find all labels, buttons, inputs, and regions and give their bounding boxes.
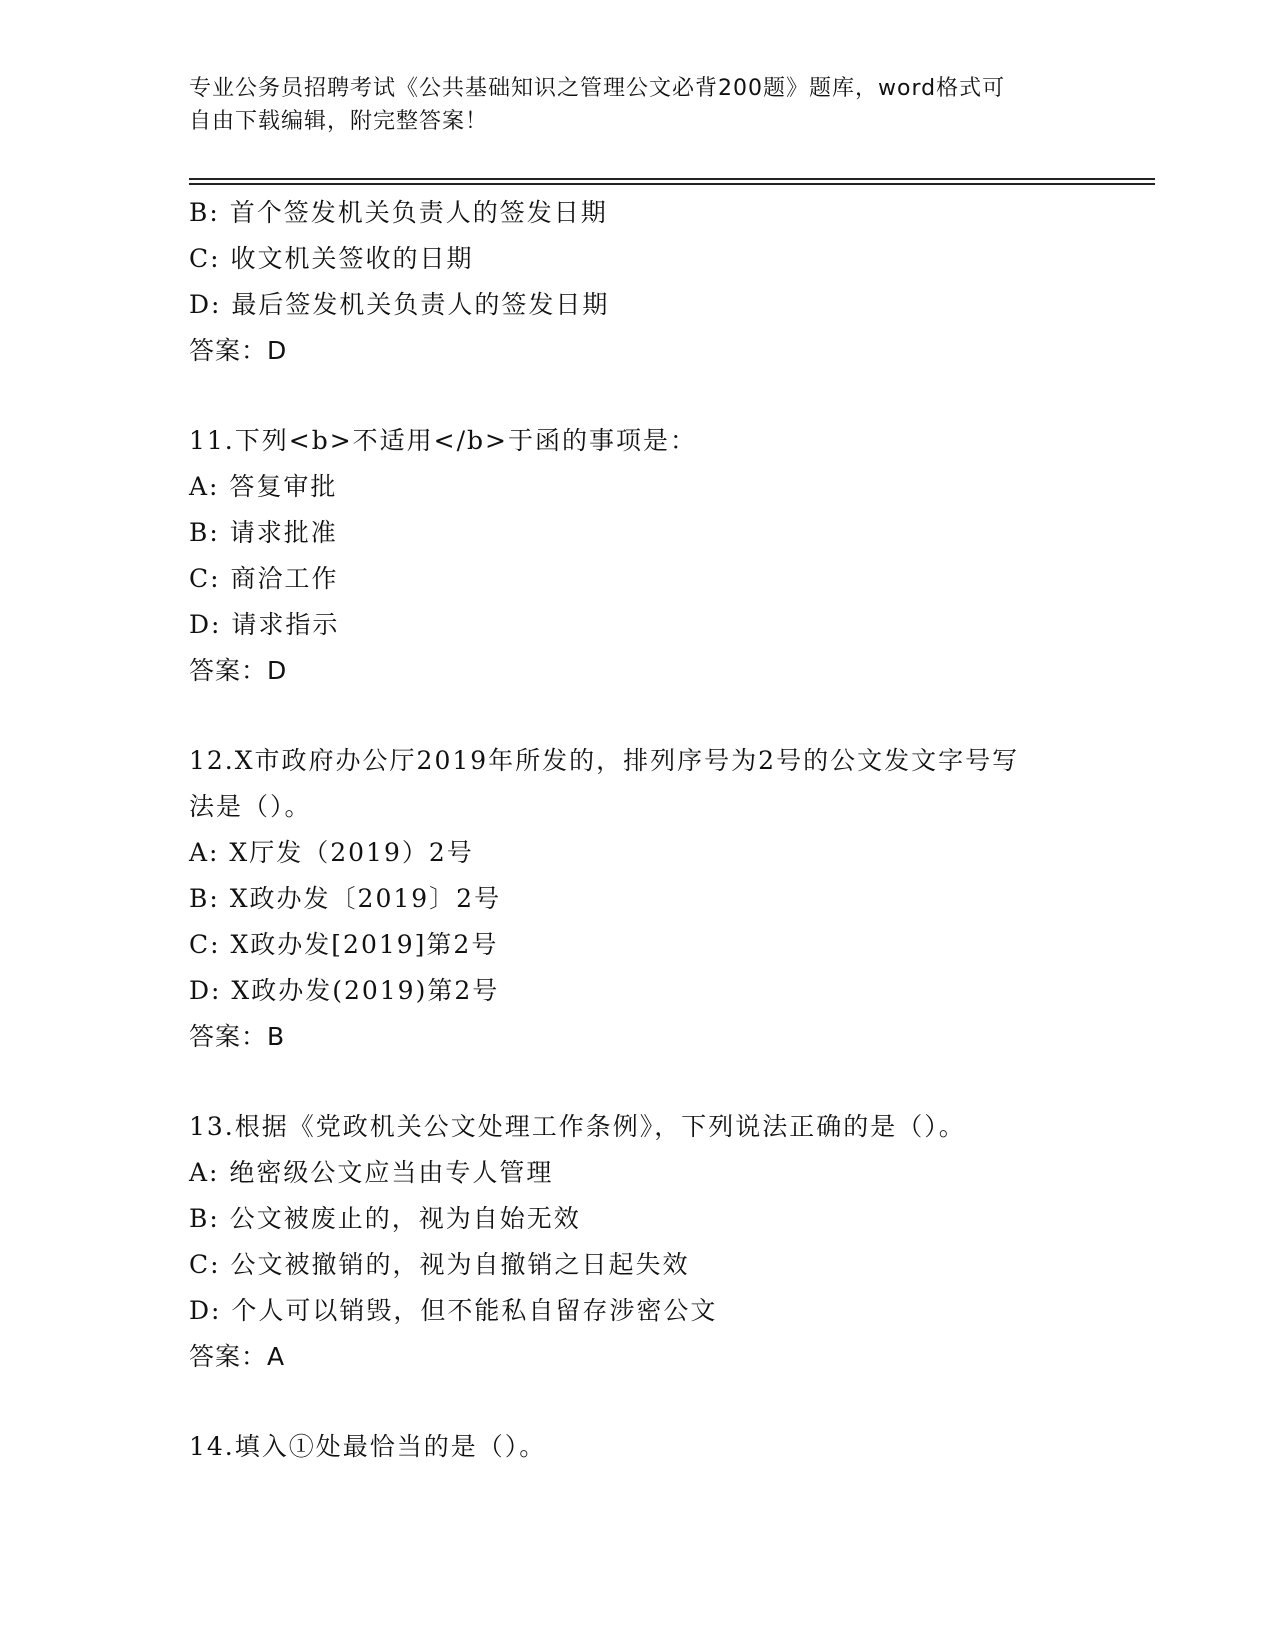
answer: 答案：D [189, 656, 288, 685]
question-10-continued [189, 190, 1155, 374]
document-header [189, 72, 1089, 138]
option-a: A: X厅发（2019）2号 [189, 838, 474, 867]
question-12 [189, 738, 1155, 1060]
question-text-line-1: 12.X市政府办公厅2019年所发的，排列序号为2号的公文发文字号写 [189, 746, 1020, 775]
option-d: D: 最后签发机关负责人的签发日期 [189, 290, 610, 319]
question-14 [189, 1424, 1155, 1470]
answer: 答案：B [189, 1022, 286, 1051]
header-rule-top [189, 178, 1155, 180]
question-text-line-2: 法是（）。 [189, 792, 312, 821]
header-line-2: 自由下载编辑，附完整答案！ [189, 109, 489, 134]
question-13 [189, 1104, 1155, 1380]
question-text: 13.根据《党政机关公文处理工作条例》，下列说法正确的是（）。 [189, 1112, 966, 1141]
option-c: C: 商洽工作 [189, 564, 339, 593]
answer: 答案：A [189, 1342, 286, 1371]
option-d: D: X政办发(2019)第2号 [189, 976, 500, 1005]
option-c: C: 公文被撤销的，视为自撤销之日起失效 [189, 1250, 690, 1279]
option-d: D: 个人可以销毁，但不能私自留存涉密公文 [189, 1296, 718, 1325]
header-rule-bottom [189, 183, 1155, 185]
option-a: A: 答复审批 [189, 472, 338, 501]
option-c: C: 收文机关签收的日期 [189, 244, 474, 273]
option-c: C: X政办发[2019]第2号 [189, 930, 499, 959]
option-d: D: 请求指示 [189, 610, 340, 639]
question-text: 14.填入①处最恰当的是（）。 [189, 1432, 547, 1461]
question-11 [189, 418, 1155, 694]
option-b: B: 公文被废止的，视为自始无效 [189, 1204, 581, 1233]
header-line-1: 专业公务员招聘考试《公共基础知识之管理公文必背200题》题库，word格式可 [189, 76, 1006, 101]
option-a: A: 绝密级公文应当由专人管理 [189, 1158, 554, 1187]
option-b: B: X政办发〔2019〕2号 [189, 884, 502, 913]
document-body [189, 190, 1155, 1470]
option-b: B: 请求批准 [189, 518, 338, 547]
question-text: 11.下列<b>不适用</b>于函的事项是： [189, 426, 697, 455]
option-b: B: 首个签发机关负责人的签发日期 [189, 198, 608, 227]
answer: 答案：D [189, 336, 288, 365]
